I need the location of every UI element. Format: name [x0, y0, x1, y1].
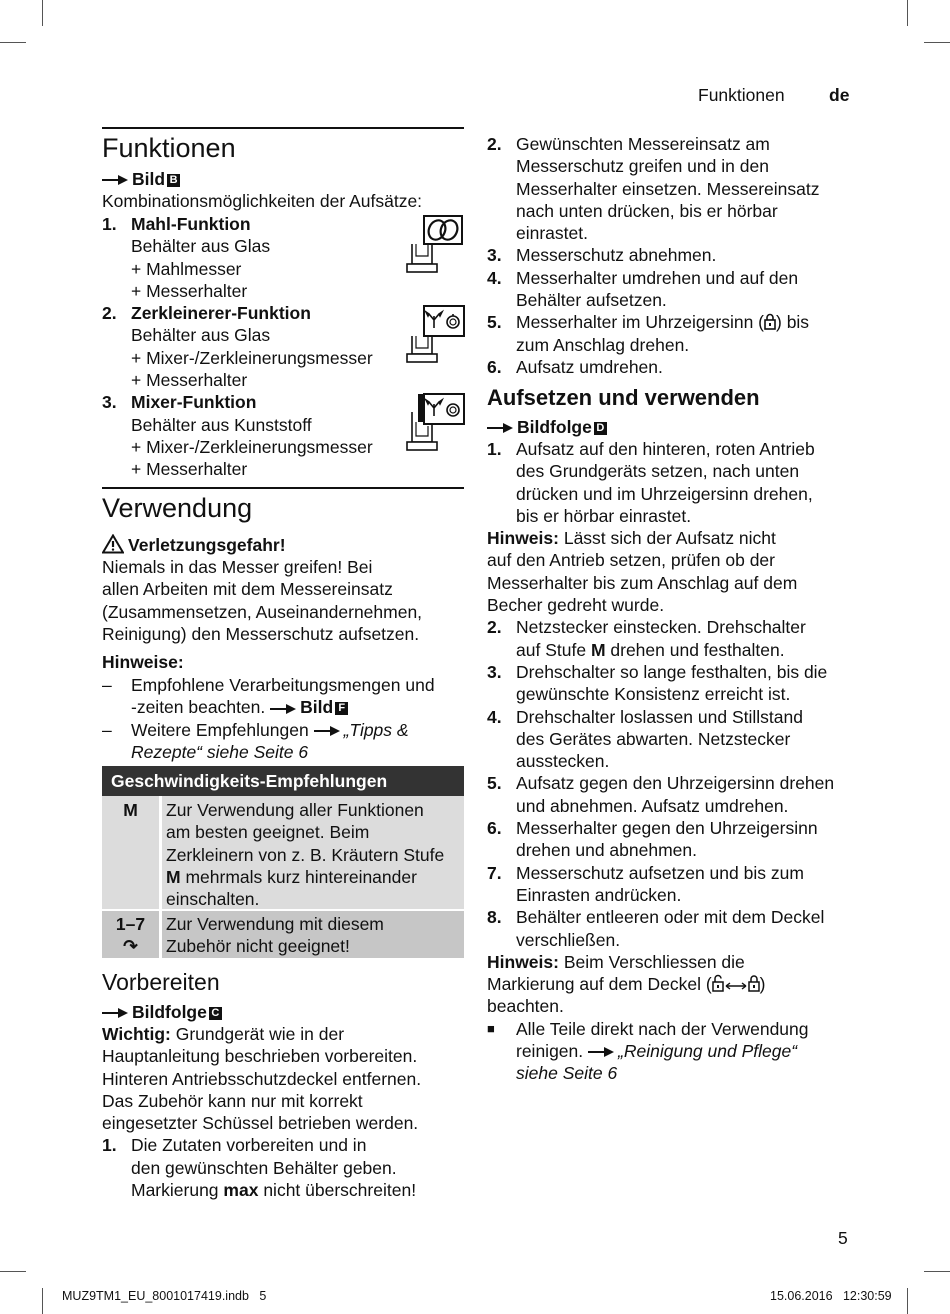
arrow-right-icon [102, 1007, 128, 1019]
bold-span: M [590, 639, 606, 660]
function-list [102, 213, 402, 481]
text-line: verschließen. [516, 929, 621, 950]
text-line [131, 1179, 464, 1201]
list-item-line: Behälter aus Kunststoff [131, 414, 312, 435]
cross-ref: siehe Seite 6 [516, 1063, 618, 1084]
table-row [102, 911, 464, 958]
list-item-title: Mixer-Funktion [131, 392, 257, 413]
arrow-right-icon [102, 174, 128, 186]
figure-ref-label: Bildfolge [517, 417, 592, 437]
text-line: allen Arbeiten mit dem Messereinsatz [102, 579, 393, 600]
text-line [516, 1040, 857, 1062]
list-item [487, 661, 857, 706]
figure-ref-label: Bildfolge [132, 1002, 207, 1022]
running-header-section: Funktionen [698, 85, 785, 105]
text-line: Empfohlene Verarbeitungsmengen und [131, 675, 435, 695]
list-item [487, 817, 857, 862]
list-item-line: + Messerhalter [131, 459, 248, 480]
section-title-funktionen: Funktionen [102, 133, 236, 163]
list-number: 5. [487, 773, 502, 794]
bold-span: Wichtig: [102, 1024, 171, 1044]
grinding-function-icon [404, 214, 466, 276]
hinweise-label: Hinweise: [102, 652, 184, 672]
table-value [166, 799, 460, 910]
list-number: 1. [102, 214, 117, 234]
list-item [102, 1134, 464, 1201]
crop-mark [0, 42, 26, 43]
text-span: auf Stufe [516, 639, 587, 660]
warning-title-text: Verletzungsgefahr! [128, 535, 286, 555]
list-number: 6. [487, 356, 502, 377]
list-item [487, 616, 857, 661]
text-line: auf den Antrieb setzen, prüfen ob der [487, 550, 775, 571]
text-line: beachten. [487, 996, 564, 1017]
section-title-verwendung: Verwendung [102, 493, 253, 523]
list-item [487, 906, 857, 951]
list-item-line: + Mixer-/Zerkleinerungsmesser [131, 347, 373, 368]
table-value [166, 913, 460, 958]
text-line: Becher gedreht wurde. [487, 595, 665, 616]
list-item [102, 674, 464, 719]
figure-ref-box: D [594, 422, 607, 435]
crop-mark [0, 1271, 26, 1272]
list-item-line: Behälter aus Glas [131, 236, 271, 257]
dash-marker: – [102, 675, 112, 695]
list-item [487, 706, 857, 773]
lock-open-to-closed-icon [712, 974, 760, 992]
warning-triangle-icon [102, 534, 124, 554]
text-line: Drehschalter loslassen und Stillstand [516, 706, 803, 727]
text-line: Zur Verwendung mit diesem [166, 914, 384, 934]
crop-mark [924, 1271, 950, 1272]
crop-mark [42, 1288, 43, 1314]
text-span: Messerhalter im Uhrzeigersinn ( [516, 312, 764, 333]
text-span: -zeiten beachten. [131, 697, 266, 718]
text-line: ausstecken. [516, 751, 610, 772]
list-item [102, 391, 402, 480]
text-line: drehen und abnehmen. [516, 840, 697, 861]
text-line: Aufsatz gegen den Uhrzeigersinn drehen [516, 773, 835, 794]
list-number: 2. [102, 303, 117, 324]
text-line: Gewünschten Messereinsatz am [516, 134, 770, 154]
list-item [102, 719, 464, 764]
figure-ref [487, 416, 607, 438]
warning-text [102, 556, 464, 645]
list-item-line: + Messerhalter [131, 370, 248, 391]
text-line: Die Zutaten vorbereiten und in [131, 1135, 367, 1156]
bold-span: Hinweis: [487, 951, 559, 972]
text-line: Messerschutz aufsetzen und bis zum [516, 862, 804, 883]
text-line: Messerschutz abnehmen. [516, 245, 717, 266]
chopping-function-icon [404, 304, 466, 366]
list-number: 4. [487, 267, 502, 288]
speed-table-header: Geschwindigkeits-Empfehlungen [102, 766, 464, 796]
text-span: Grundgerät wie in der [175, 1024, 345, 1044]
text-line [516, 311, 857, 333]
text-span: Beim Verschliessen die [563, 951, 745, 972]
vorbereiten-text [102, 1023, 464, 1201]
section-rule [102, 127, 464, 129]
text-line [487, 973, 857, 995]
text-line: am besten geeignet. Beim [166, 822, 370, 843]
text-line: des Gerätes abwarten. Netzstecker [516, 728, 791, 749]
text-line: Messerhalter umdrehen und auf den [516, 267, 799, 288]
list-item [102, 302, 402, 391]
text-line: Aufsatz auf den hinteren, roten Antrieb [516, 439, 815, 459]
text-line: eingesetzter Schüssel betrieben werden. [102, 1113, 419, 1134]
list-item-line: + Mahlmesser [131, 258, 242, 279]
text-line: (Zusammensetzen, Auseinandernehmen, [102, 601, 423, 622]
list-number: 7. [487, 862, 502, 883]
text-line: Hauptanleitung beschrieben vorbereiten. [102, 1046, 418, 1067]
cross-ref: Rezepte“ siehe Seite 6 [131, 741, 309, 762]
text-line [131, 719, 464, 741]
crop-mark [907, 1288, 908, 1314]
text-line: einrastet. [516, 223, 588, 244]
list-number: 3. [487, 245, 502, 266]
running-header-lang: de [829, 85, 850, 105]
text-line: Netzstecker einstecken. Drehschalter [516, 617, 806, 638]
text-line: Zur Verwendung aller Funktionen [166, 800, 424, 820]
arrow-right-icon [314, 725, 340, 737]
section-title-vorbereiten: Vorbereiten [102, 969, 220, 995]
text-line: Aufsatz umdrehen. [516, 356, 663, 377]
text-line: Behälter aufsetzen. [516, 290, 667, 311]
figure-ref-label: Bild [132, 169, 166, 189]
figure-ref [102, 168, 180, 190]
table-separator [159, 911, 162, 958]
text-span: drehen und festhalten. [610, 639, 785, 660]
text-span: ) [759, 974, 766, 995]
lock-closed-icon [764, 313, 776, 330]
text-span: nicht überschreiten! [263, 1180, 417, 1201]
list-item [487, 244, 857, 266]
text-line: Zubehör nicht geeignet! [166, 936, 350, 957]
text-line: zum Anschlag drehen. [516, 334, 690, 355]
text-line: nach unten drücken, bis er hörbar [516, 200, 778, 221]
cross-ref: „Tipps & [343, 719, 409, 740]
bold-span: M [166, 866, 181, 887]
crop-mark [924, 42, 950, 43]
list-number: 4. [487, 706, 502, 727]
text-span: Markierung auf dem Deckel ( [487, 974, 712, 995]
list-number: 3. [487, 661, 502, 682]
list-item [487, 1018, 857, 1085]
text-line [516, 639, 857, 661]
text-line: Reinigung) den Messerschutz aufsetzen. [102, 623, 420, 644]
list-item [487, 438, 857, 527]
list-number: 6. [487, 818, 502, 839]
arrow-right-icon [270, 703, 296, 715]
list-number: 8. [487, 907, 502, 928]
text-line [102, 1023, 464, 1045]
table-key-text: 1–7 [115, 914, 146, 934]
crop-mark [42, 0, 43, 26]
list-item-title: Mahl-Funktion [131, 214, 251, 234]
list-item [487, 356, 857, 378]
text-line: Messerhalter bis zum Anschlag auf dem [487, 572, 798, 593]
text-span: Lässt sich der Aufsatz nicht [563, 528, 776, 549]
figure-ref-box: F [335, 702, 348, 715]
table-key [102, 913, 159, 958]
list-number: 1. [102, 1135, 117, 1156]
text-span: Weitere Empfehlungen [131, 719, 309, 740]
text-line: bis er hörbar einrastet. [516, 505, 692, 526]
list-item-line: + Messerhalter [131, 280, 248, 301]
list-item [487, 267, 857, 312]
list-number: 1. [487, 439, 502, 459]
page-number: 5 [838, 1228, 848, 1248]
aufsetzen-content [487, 438, 857, 1085]
text-line: Alle Teile direkt nach der Verwendung [516, 1018, 809, 1039]
list-item-line: + Mixer-/Zerkleinerungsmesser [131, 436, 373, 457]
text-line: Messerschutz greifen und in den [516, 156, 769, 177]
text-line [166, 866, 460, 888]
text-line: des Grundgeräts setzen, nach unten [516, 461, 800, 482]
table-key: M [123, 800, 138, 820]
text-line: gewünschte Konsistenz erreicht ist. [516, 684, 791, 705]
arrow-right-icon [487, 422, 513, 434]
section-rule [102, 487, 464, 489]
footer-date: 15.06.2016 12:30:59 [770, 1289, 892, 1303]
arrow-right-icon [588, 1046, 614, 1058]
figure-ref-label: Bild [300, 697, 334, 718]
list-item-line: Behälter aus Glas [131, 325, 271, 346]
list-number: 2. [487, 134, 502, 154]
text-line: Einrasten andrücken. [516, 884, 682, 905]
text-line: Niemals in das Messer greifen! Bei [102, 557, 373, 577]
right-steps-top [487, 133, 857, 378]
section-title-aufsetzen: Aufsetzen und verwenden [487, 385, 760, 410]
rotation-icon: ↷ [123, 936, 138, 957]
list-item [487, 311, 857, 356]
list-number: 3. [102, 392, 117, 413]
text-line: Drehschalter so lange festhalten, bis die [516, 661, 828, 682]
list-number: 2. [487, 617, 502, 638]
figure-ref [102, 1001, 222, 1023]
figure-ref-box: B [167, 174, 180, 187]
text-line: Das Zubehör kann nur mit korrekt [102, 1090, 363, 1111]
text-line: Behälter entleeren oder mit dem Deckel [516, 907, 825, 928]
figure-ref-box: C [209, 1007, 222, 1020]
text-line [487, 951, 857, 973]
text-line: den gewünschten Behälter geben. [131, 1157, 397, 1178]
text-line: drücken und im Uhrzeigersinn drehen, [516, 483, 813, 504]
text-span: reinigen. [516, 1041, 584, 1062]
text-span: Markierung [131, 1180, 219, 1201]
mixing-function-icon [404, 392, 466, 454]
table-row [102, 796, 464, 909]
text-line [487, 527, 857, 549]
text-line [131, 696, 464, 718]
funktionen-intro: Kombinationsmöglichkeiten der Aufsätze: [102, 191, 423, 211]
text-line: Messerhalter einsetzen. Messereinsatz [516, 178, 820, 199]
crop-mark [907, 0, 908, 26]
footer-file: MUZ9TM1_EU_8001017419.indb 5 [62, 1289, 267, 1303]
hinweise-list [102, 674, 464, 763]
text-line: Zerkleinern von z. B. Kräutern Stufe [166, 844, 445, 865]
text-line: und abnehmen. Aufsatz umdrehen. [516, 795, 789, 816]
text-line: Messerhalter gegen den Uhrzeigersinn [516, 818, 818, 839]
list-item [487, 862, 857, 907]
text-line: einschalten. [166, 889, 260, 910]
cross-ref: „Reinigung und Pflege“ [618, 1041, 798, 1062]
dash-marker: – [102, 719, 112, 740]
list-number: 5. [487, 312, 502, 333]
list-item [487, 133, 857, 244]
list-item [102, 213, 402, 302]
list-item-title: Zerkleinerer-Funktion [131, 303, 311, 324]
bullet-square-icon: ■ [487, 1020, 495, 1036]
bold-span: max [223, 1180, 259, 1201]
list-item [487, 772, 857, 817]
warning-title [102, 534, 286, 556]
text-span: ) bis [776, 312, 810, 333]
table-separator [159, 796, 162, 909]
text-span: mehrmals kurz hintereinander [185, 866, 417, 887]
bold-span: Hinweis: [487, 528, 559, 549]
text-line: Hinteren Antriebsschutzdeckel entfernen. [102, 1068, 422, 1089]
